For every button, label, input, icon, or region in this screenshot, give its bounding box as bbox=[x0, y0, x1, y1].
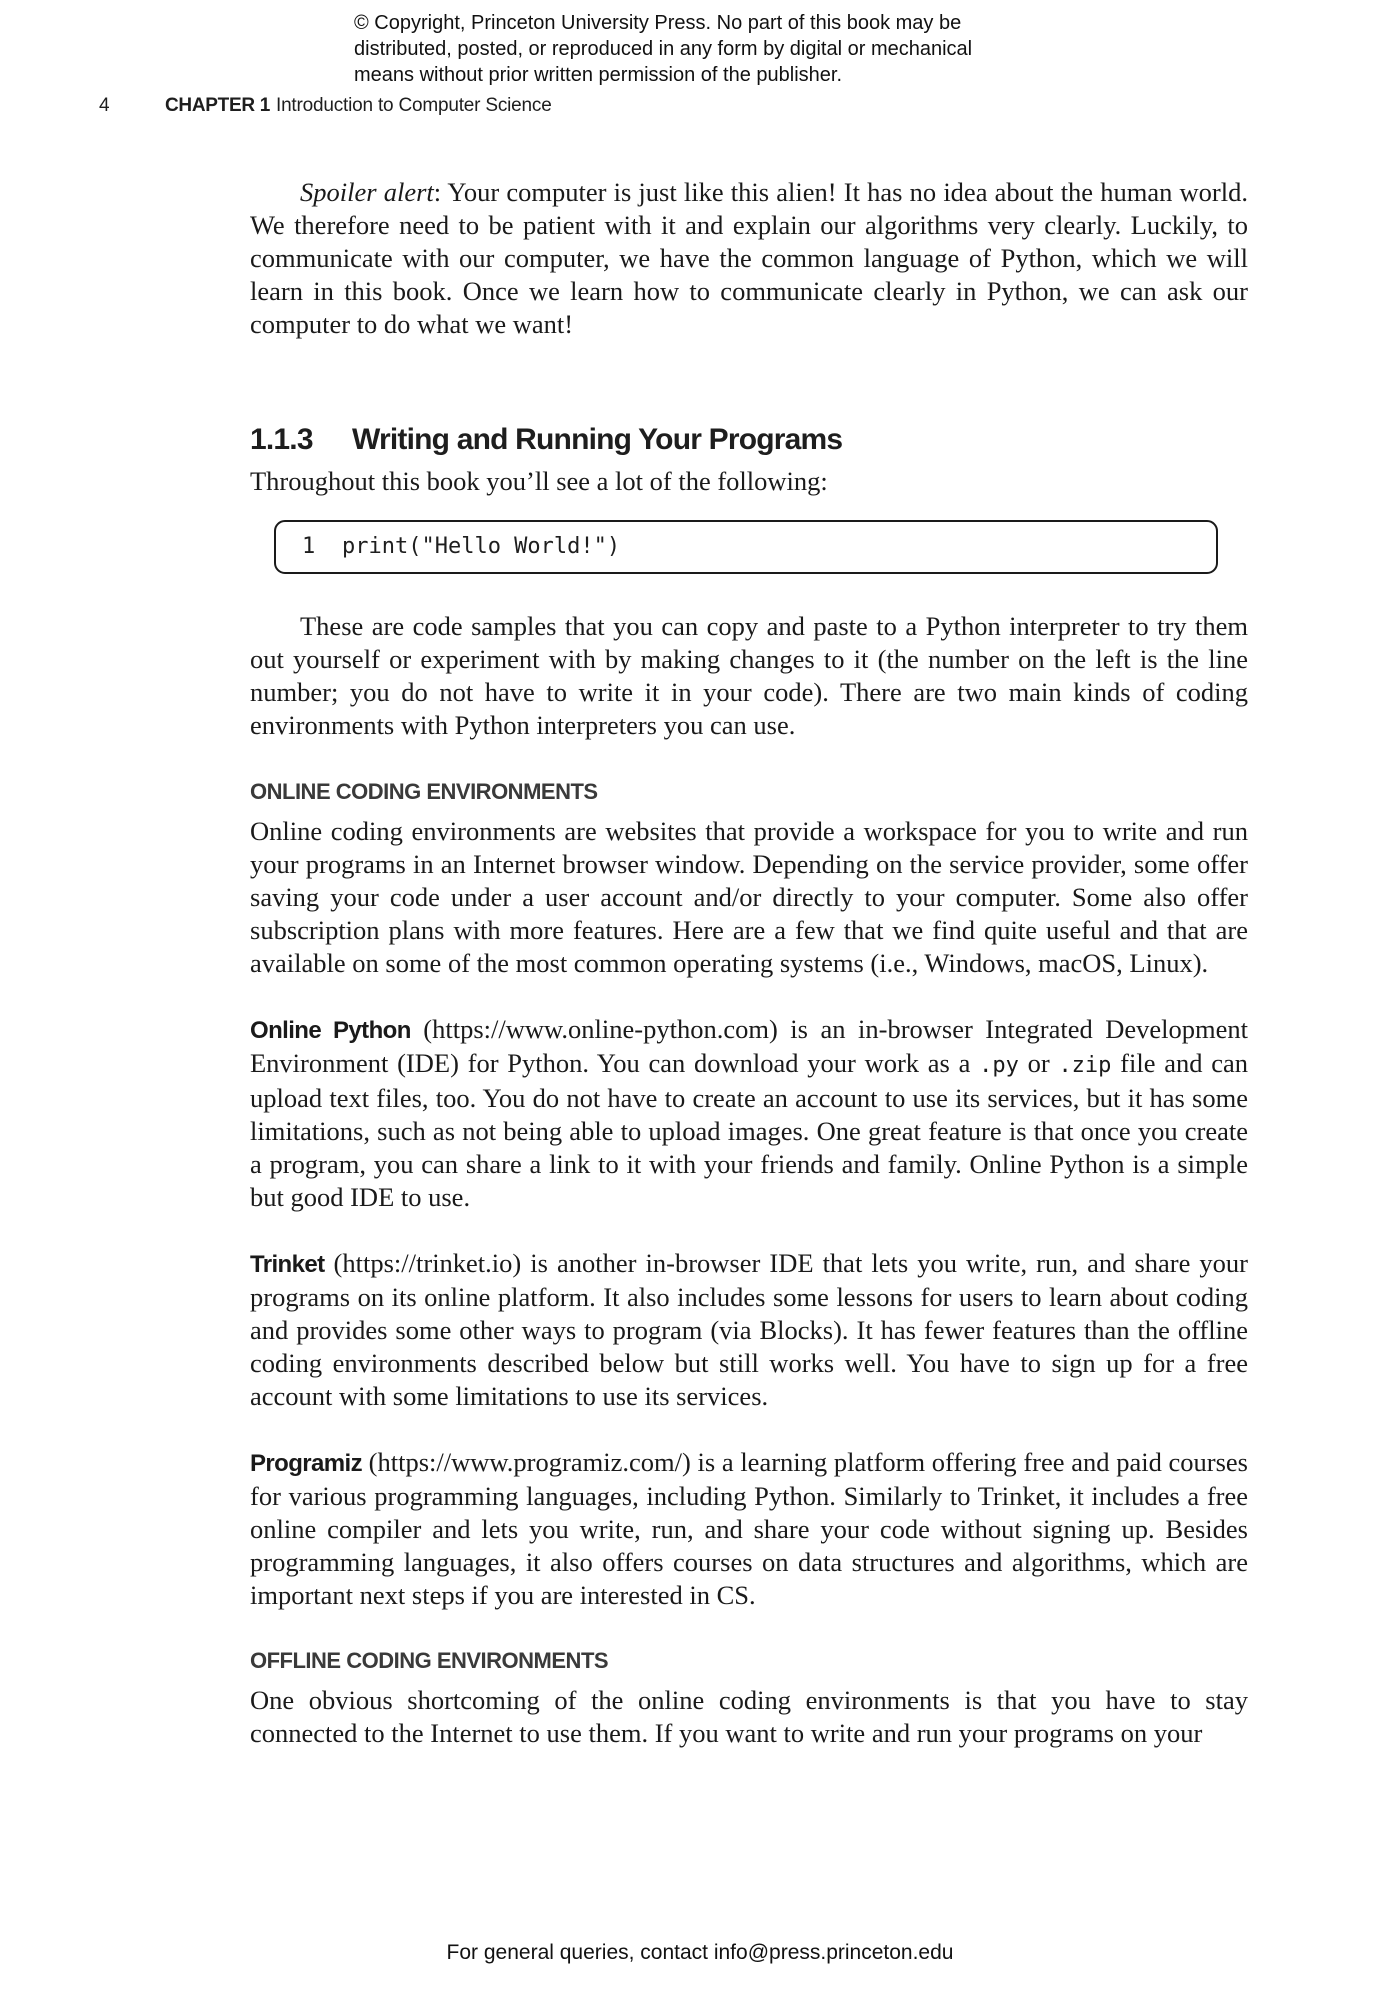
chapter-title: Introduction to Computer Science bbox=[275, 95, 552, 116]
intro-text: : Your computer is just like this alien! It has no idea about the human world. We therefore need to be patient with it and explain our algorithms very clearly. Luckily, to communicate with our computer, we have the common language of Python, which we will learn in this book. Once we learn how to communicate clearly in Python, we can ask our computer to do what we want! bbox=[250, 177, 1248, 339]
online-intro: Online coding environments are websites that provide a workspace for you to write and run your programs in an Internet browser window. Depending on the service provider, some offer saving your code under a user account and/or directly to your computer. Some also offer subscription plans with more features. Here are a few that we find quite useful and that are available on some of the most common operating systems (i.e., Windows, macOS, Linux). bbox=[250, 816, 1248, 978]
code-line: print("Hello World!") bbox=[342, 534, 621, 559]
section-number: 1.1.3 bbox=[250, 423, 313, 456]
online-python-text-rest: file and can upload text files, too. You do not have to create an account to use its services, but it has some limitations, such as not being able to upload images. One great feature is that once you create a program, you can share a link to it with your friends and family. Online Python is a simple but good IDE to use. bbox=[250, 1048, 1248, 1212]
page-body bbox=[250, 176, 1248, 1750]
online-python-text-or: or bbox=[1018, 1048, 1059, 1078]
code-sample bbox=[274, 520, 1218, 574]
programiz-name: Programiz bbox=[250, 1450, 362, 1477]
code-line-number: 1 bbox=[302, 534, 316, 559]
section-lead: Throughout this book you’ll see a lot of the following: bbox=[250, 466, 828, 496]
trinket-text: (https://trinket.io) is another in-browser IDE that lets you write, run, and share your programs on its online platform. It also includes some lessons for users to learn about coding and provides some other ways to program (via Blocks). It has fewer features than the offline coding environments described below but still works well. You have to sign up for a free account with some limitations to use its services. bbox=[250, 1248, 1248, 1411]
online-heading: ONLINE CODING ENVIRONMENTS bbox=[250, 779, 598, 804]
intro-paragraph bbox=[250, 176, 1248, 341]
copyright-notice bbox=[354, 10, 1114, 88]
online-python-paragraph bbox=[250, 1013, 1248, 1214]
offline-intro: One obvious shortcoming of the online coding environments is that you have to stay connected to the Internet to use them. If you want to write and run your programs on your bbox=[250, 1685, 1248, 1748]
copyright-line-1: © Copyright, Princeton University Press. No part of this book may be bbox=[354, 12, 962, 34]
code-explanation: These are code samples that you can copy and paste to a Python interpreter to try them out yourself or experiment with by making changes to it (the number on the left is the line number; you do not have to write it in your code). There are two main kinds of coding environments with Python interpreters you can use. bbox=[250, 611, 1248, 740]
offline-heading: OFFLINE CODING ENVIRONMENTS bbox=[250, 1648, 609, 1673]
zip-extension: .zip bbox=[1058, 1053, 1112, 1078]
running-head bbox=[99, 94, 552, 118]
programiz-text: (https://www.programiz.com/) is a learning platform offering free and paid courses for various programming languages, including Python. Similarly to Trinket, it includes a free online compiler and lets you write, run, and share your code without signing up. Besides programming languages, it also offers courses on data structures and algorithms, which are important next steps if you are interested in CS. bbox=[250, 1447, 1248, 1610]
programiz-paragraph bbox=[250, 1446, 1248, 1612]
chapter-label: CHAPTER 1 bbox=[165, 95, 270, 116]
online-python-text: (https://www.online-python.com) is an in-browser Integrated Development Environment (IDE) for Python. You can download your work as a bbox=[250, 1014, 1248, 1078]
footer-contact: For general queries, contact info@press.princeton.edu bbox=[446, 1941, 954, 1964]
py-extension: .py bbox=[979, 1053, 1019, 1078]
copyright-line-3: means without prior written permission of the publisher. bbox=[354, 64, 843, 86]
page-number: 4 bbox=[99, 95, 110, 116]
trinket-name: Trinket bbox=[250, 1251, 325, 1278]
spoiler-label: Spoiler alert bbox=[300, 177, 434, 207]
copyright-line-2: distributed, posted, or reproduced in any form by digital or mechanical bbox=[354, 38, 973, 60]
trinket-paragraph bbox=[250, 1247, 1248, 1413]
section-title: Writing and Running Your Programs bbox=[352, 423, 843, 456]
online-python-name: Online Python bbox=[250, 1017, 411, 1044]
section-heading bbox=[250, 423, 1248, 457]
